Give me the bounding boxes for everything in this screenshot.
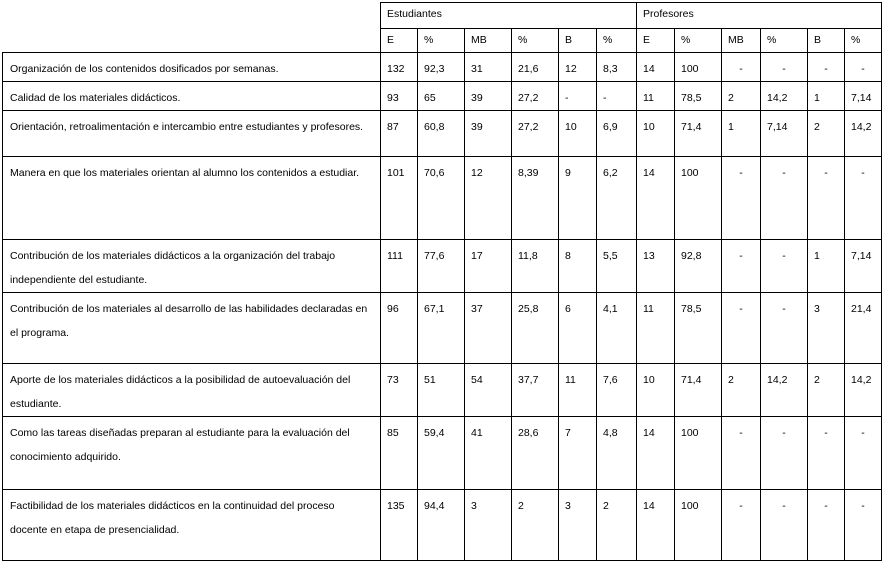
table-row [3, 293, 882, 364]
row-label: Orientación, retroalimentación e intercambio entre estudiantes y profesores. [3, 111, 381, 157]
table-cell: - [761, 157, 808, 240]
table-cell: 135 [381, 490, 418, 561]
table-cell: - [845, 157, 882, 240]
table-cell: 132 [381, 53, 418, 82]
column-header: MB [722, 29, 761, 53]
table-cell: 7,14 [845, 240, 882, 293]
table-cell: - [722, 490, 761, 561]
table-cell: 11 [559, 364, 597, 417]
table-cell: 9 [559, 157, 597, 240]
table-cell: - [722, 157, 761, 240]
table-cell: 70,6 [418, 157, 465, 240]
corner-cell [3, 3, 381, 53]
table-row [3, 490, 882, 561]
table-row [3, 53, 882, 82]
table-cell: - [761, 490, 808, 561]
table-cell: 41 [465, 417, 512, 490]
column-header: % [675, 29, 722, 53]
table-cell: 59,4 [418, 417, 465, 490]
table-row [3, 240, 882, 293]
table-cell: 77,6 [418, 240, 465, 293]
column-header: E [381, 29, 418, 53]
table-cell: 11 [637, 82, 675, 111]
table-cell: 10 [559, 111, 597, 157]
row-label: Aporte de los materiales didácticos a la posibilidad de autoevaluación del estudiante. [3, 364, 381, 417]
table-cell: 51 [418, 364, 465, 417]
table-cell: 7,14 [761, 111, 808, 157]
column-header: MB [465, 29, 512, 53]
table-cell: 14 [637, 53, 675, 82]
table-cell: 28,6 [512, 417, 559, 490]
table-cell: 93 [381, 82, 418, 111]
table-cell: 2 [722, 364, 761, 417]
table-cell: - [722, 53, 761, 82]
table-cell: 11,8 [512, 240, 559, 293]
table-cell: 101 [381, 157, 418, 240]
table-cell: - [761, 240, 808, 293]
table-cell: 6 [559, 293, 597, 364]
table-cell: - [761, 53, 808, 82]
table-cell: 94,4 [418, 490, 465, 561]
column-header: % [761, 29, 808, 53]
table-cell: 7,14 [845, 82, 882, 111]
table-cell: 25,8 [512, 293, 559, 364]
table-cell: 27,2 [512, 111, 559, 157]
table-cell: 3 [808, 293, 845, 364]
table-row [3, 82, 882, 111]
table-cell: 7 [559, 417, 597, 490]
table-cell: 2 [597, 490, 637, 561]
table-cell: - [761, 417, 808, 490]
table-cell: 17 [465, 240, 512, 293]
column-header: E [637, 29, 675, 53]
table-cell: 6,2 [597, 157, 637, 240]
table-cell: - [808, 157, 845, 240]
table-cell: - [722, 240, 761, 293]
table-cell: 10 [637, 111, 675, 157]
table-cell: 96 [381, 293, 418, 364]
table-cell: 78,5 [675, 82, 722, 111]
table-cell: 8,3 [597, 53, 637, 82]
table-cell: 100 [675, 417, 722, 490]
table-cell: 14 [637, 157, 675, 240]
table-cell: 1 [808, 240, 845, 293]
group-header-students: Estudiantes [381, 3, 637, 29]
results-table [2, 2, 882, 561]
table-cell: 7,6 [597, 364, 637, 417]
row-label: Manera en que los materiales orientan al alumno los contenidos a estudiar. [3, 157, 381, 240]
table-cell: 78,5 [675, 293, 722, 364]
column-header: % [512, 29, 559, 53]
table-cell: 39 [465, 82, 512, 111]
table-cell: 14,2 [761, 364, 808, 417]
table-cell: 100 [675, 490, 722, 561]
column-header: % [845, 29, 882, 53]
table-cell: 13 [637, 240, 675, 293]
column-header: B [808, 29, 845, 53]
table-cell: 5,5 [597, 240, 637, 293]
table-cell: 14 [637, 490, 675, 561]
table-cell: - [808, 417, 845, 490]
table-cell: - [845, 490, 882, 561]
table-cell: 60,8 [418, 111, 465, 157]
table-cell: 92,8 [675, 240, 722, 293]
column-header: % [418, 29, 465, 53]
row-label: Factibilidad de los materiales didácticos en la continuidad del proceso docente en etapa de presencialidad. [3, 490, 381, 561]
table-cell: 2 [808, 111, 845, 157]
column-header: B [559, 29, 597, 53]
table-cell: 14,2 [761, 82, 808, 111]
row-label: Contribución de los materiales didácticos a la organización del trabajo independiente del estudiante. [3, 240, 381, 293]
table-cell: 21,6 [512, 53, 559, 82]
table-cell: 4,8 [597, 417, 637, 490]
table-cell: 73 [381, 364, 418, 417]
column-header: % [597, 29, 637, 53]
table-cell: 4,1 [597, 293, 637, 364]
table-cell: 8 [559, 240, 597, 293]
table-cell: 2 [722, 82, 761, 111]
table-cell: - [808, 53, 845, 82]
table-cell: - [559, 82, 597, 111]
table-row [3, 111, 882, 157]
table-cell: 14 [637, 417, 675, 490]
table-cell: 37,7 [512, 364, 559, 417]
table-cell: 10 [637, 364, 675, 417]
row-label: Calidad de los materiales didácticos. [3, 82, 381, 111]
table-cell: 37 [465, 293, 512, 364]
table-cell: 54 [465, 364, 512, 417]
table-cell: 71,4 [675, 111, 722, 157]
table-row [3, 364, 882, 417]
table-cell: - [761, 293, 808, 364]
table-cell: 2 [512, 490, 559, 561]
table-cell: 87 [381, 111, 418, 157]
table-cell: 92,3 [418, 53, 465, 82]
table-cell: 12 [465, 157, 512, 240]
table-cell: - [845, 53, 882, 82]
table-cell: - [845, 417, 882, 490]
table-cell: 14,2 [845, 364, 882, 417]
table-cell: 71,4 [675, 364, 722, 417]
table-cell: 12 [559, 53, 597, 82]
group-header-row [3, 3, 882, 29]
table-cell: 27,2 [512, 82, 559, 111]
table-cell: 14,2 [845, 111, 882, 157]
row-label: Como las tareas diseñadas preparan al estudiante para la evaluación del conocimiento adquirido. [3, 417, 381, 490]
table-cell: 8,39 [512, 157, 559, 240]
table-cell: 31 [465, 53, 512, 82]
table-row [3, 417, 882, 490]
table-cell: 85 [381, 417, 418, 490]
table-cell: - [722, 293, 761, 364]
table-cell: 100 [675, 53, 722, 82]
table-cell: 111 [381, 240, 418, 293]
table-cell: 67,1 [418, 293, 465, 364]
table-cell: 21,4 [845, 293, 882, 364]
row-label: Organización de los contenidos dosificados por semanas. [3, 53, 381, 82]
table-cell: 65 [418, 82, 465, 111]
table-cell: 2 [808, 364, 845, 417]
table-row [3, 157, 882, 240]
row-label: Contribución de los materiales al desarrollo de las habilidades declaradas en el programa. [3, 293, 381, 364]
table-cell: 3 [465, 490, 512, 561]
table-cell: 100 [675, 157, 722, 240]
table-cell: 6,9 [597, 111, 637, 157]
table-cell: 11 [637, 293, 675, 364]
table-cell: 39 [465, 111, 512, 157]
table-cell: - [597, 82, 637, 111]
table-cell: 1 [722, 111, 761, 157]
group-header-teachers: Profesores [637, 3, 882, 29]
table-cell: - [722, 417, 761, 490]
table-cell: 3 [559, 490, 597, 561]
table-cell: - [808, 490, 845, 561]
table-cell: 1 [808, 82, 845, 111]
